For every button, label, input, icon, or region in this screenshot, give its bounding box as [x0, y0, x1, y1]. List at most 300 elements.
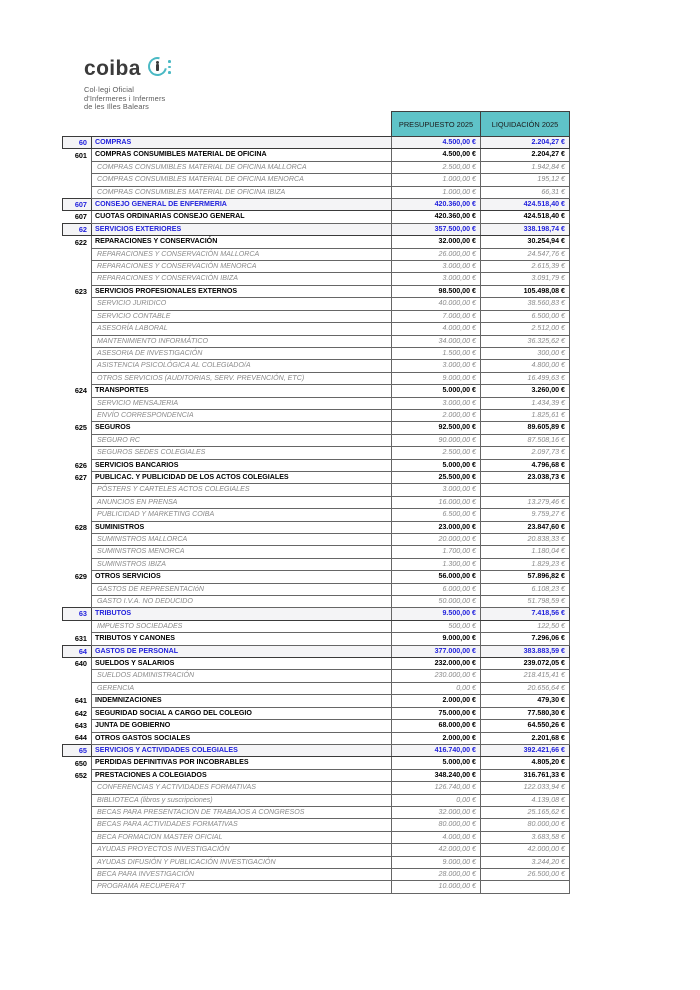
row-presupuesto-value: 6.000,00 €	[392, 583, 481, 595]
column-header-liquidacion: LIQUIDACIÓN 2025	[481, 112, 570, 137]
row-presupuesto-value: 34.000,00 €	[392, 335, 481, 347]
row-account-code	[63, 856, 92, 868]
row-presupuesto-value: 416.740,00 €	[392, 744, 481, 756]
table-body	[63, 137, 570, 894]
row-liquidacion-value: 7.296,06 €	[481, 633, 570, 645]
row-description: SERVICIO CONTABLE	[92, 310, 392, 322]
row-description: TRANSPORTES	[92, 385, 392, 397]
table-row	[63, 819, 570, 831]
row-account-code	[63, 360, 92, 372]
row-liquidacion-value: 23.847,60 €	[481, 521, 570, 533]
row-account-code: 642	[74, 708, 87, 718]
row-liquidacion-value: 195,12 €	[481, 174, 570, 186]
row-presupuesto-value: 26.000,00 €	[392, 248, 481, 260]
row-liquidacion-value: 9.759,27 €	[481, 509, 570, 521]
row-description: IMPUESTO SOCIEDADES	[92, 620, 392, 632]
row-liquidacion-value: 4.139,08 €	[481, 794, 570, 806]
row-description: SEGURIDAD SOCIAL A CARGO DEL COLEGIO	[92, 707, 392, 719]
row-presupuesto-value: 1.300,00 €	[392, 558, 481, 570]
row-description: SERVICIOS Y ACTIVIDADES COLEGIALES	[92, 744, 392, 756]
row-liquidacion-value: 2.204,27 €	[481, 137, 570, 149]
table-row	[63, 261, 570, 273]
row-account-code	[63, 447, 92, 459]
row-presupuesto-value: 90.000,00 €	[392, 434, 481, 446]
row-liquidacion-value: 1.942,84 €	[481, 161, 570, 173]
table-row	[63, 707, 570, 719]
budget-liquidation-table	[62, 111, 570, 894]
row-presupuesto-value: 3.000,00 €	[392, 261, 481, 273]
row-description: GASTOS DE REPRESENTACIóN	[92, 583, 392, 595]
table-row	[63, 757, 570, 769]
row-presupuesto-value: 2.500,00 €	[392, 447, 481, 459]
table-row	[63, 658, 570, 670]
row-liquidacion-value: 24.547,76 €	[481, 248, 570, 260]
table-row	[63, 620, 570, 632]
row-account-code	[63, 806, 92, 818]
row-description: TRIBUTOS	[92, 608, 392, 620]
row-account-code	[63, 434, 92, 446]
row-description: OTROS SERVICIOS (AUDITORIAS, SERV. PREVENCIÓN, ETC)	[92, 372, 392, 384]
row-liquidacion-value: 316.761,33 €	[481, 769, 570, 781]
row-description: PUBLICIDAD Y MARKETING COIBA	[92, 509, 392, 521]
row-liquidacion-value: 80.000,00 €	[481, 819, 570, 831]
table-row	[63, 596, 570, 608]
row-account-code	[63, 682, 92, 694]
logo-row	[84, 57, 171, 80]
row-liquidacion-value: 30.254,94 €	[481, 236, 570, 248]
row-presupuesto-value: 230.000,00 €	[392, 670, 481, 682]
table-header	[63, 112, 570, 137]
row-account-code: 63	[63, 608, 92, 620]
row-account-code	[63, 186, 92, 198]
row-presupuesto-value: 6.500,00 €	[392, 509, 481, 521]
row-liquidacion-value: 7.418,56 €	[481, 608, 570, 620]
row-presupuesto-value: 75.000,00 €	[392, 707, 481, 719]
row-description: COMPRAS CONSUMIBLES MATERIAL DE OFICINA	[92, 149, 392, 161]
row-account-code: 626	[74, 460, 87, 470]
row-liquidacion-value: 3.260,00 €	[481, 385, 570, 397]
row-liquidacion-value: 51.798,59 €	[481, 596, 570, 608]
table-row	[63, 608, 570, 620]
table-row	[63, 583, 570, 595]
table-row	[63, 695, 570, 707]
row-liquidacion-value: 383.883,59 €	[481, 645, 570, 657]
row-liquidacion-value: 38.560,83 €	[481, 298, 570, 310]
row-description: SEGUROS SEDES COLEGIALES	[92, 447, 392, 459]
row-description: PÓSTERS Y CARTELES ACTOS COLEGIALES	[92, 484, 392, 496]
header-desc-blank	[92, 112, 392, 137]
row-presupuesto-value: 16.000,00 €	[392, 496, 481, 508]
table-row	[63, 347, 570, 359]
row-description: ANUNCIOS EN PRENSA	[92, 496, 392, 508]
coiba-logo	[84, 57, 171, 112]
row-liquidacion-value: 1.434,39 €	[481, 397, 570, 409]
table-row	[63, 397, 570, 409]
row-description: COMPRAS CONSUMIBLES MATERIAL DE OFICINA IBIZA	[92, 186, 392, 198]
row-presupuesto-value: 92.500,00 €	[392, 422, 481, 434]
row-description: GASTOS DE PERSONAL	[92, 645, 392, 657]
row-presupuesto-value: 3.000,00 €	[392, 273, 481, 285]
row-presupuesto-value: 4.000,00 €	[392, 831, 481, 843]
row-liquidacion-value: 57.896,82 €	[481, 571, 570, 583]
row-presupuesto-value: 7.000,00 €	[392, 310, 481, 322]
row-presupuesto-value: 1.700,00 €	[392, 546, 481, 558]
row-presupuesto-value: 32.000,00 €	[392, 806, 481, 818]
table-row	[63, 868, 570, 880]
row-liquidacion-value: 87.508,16 €	[481, 434, 570, 446]
row-account-code	[63, 620, 92, 632]
table-row	[63, 633, 570, 645]
row-description: REPARACIONES Y CONSERVACIÓN IBIZA	[92, 273, 392, 285]
table-row	[63, 645, 570, 657]
row-liquidacion-value: 2.615,39 €	[481, 261, 570, 273]
row-description: AYUDAS PROYECTOS INVESTIGACIÓN	[92, 844, 392, 856]
row-account-code: 641	[74, 696, 87, 706]
row-liquidacion-value: 6.500,00 €	[481, 310, 570, 322]
row-description: OTROS GASTOS SOCIALES	[92, 732, 392, 744]
row-account-code	[63, 248, 92, 260]
row-liquidacion-value: 424.518,40 €	[481, 199, 570, 211]
row-account-code: 650	[74, 758, 87, 768]
row-account-code	[63, 583, 92, 595]
table-row	[63, 137, 570, 149]
row-presupuesto-value: 1.000,00 €	[392, 174, 481, 186]
logo-subtitle-line-1: Col·legi Oficial	[84, 85, 135, 94]
row-account-code: 65	[63, 744, 92, 756]
table-row	[63, 161, 570, 173]
row-account-code: 62	[63, 223, 92, 235]
row-description: SUELDOS ADMINISTRACIÓN	[92, 670, 392, 682]
row-account-code: 623	[74, 286, 87, 296]
row-description: OTROS SERVICIOS	[92, 571, 392, 583]
row-presupuesto-value: 9.000,00 €	[392, 856, 481, 868]
row-liquidacion-value: 2.201,68 €	[481, 732, 570, 744]
row-liquidacion-value: 239.072,05 €	[481, 658, 570, 670]
row-liquidacion-value: 122.033,94 €	[481, 782, 570, 794]
row-liquidacion-value: 20.656,64 €	[481, 682, 570, 694]
row-description: SUMINISTROS MENORCA	[92, 546, 392, 558]
row-description: SERVICIOS PROFESIONALES EXTERNOS	[92, 285, 392, 297]
row-presupuesto-value: 50.000,00 €	[392, 596, 481, 608]
row-liquidacion-value: 13.279,46 €	[481, 496, 570, 508]
row-account-code	[63, 335, 92, 347]
row-presupuesto-value: 3.000,00 €	[392, 360, 481, 372]
row-presupuesto-value: 20.000,00 €	[392, 534, 481, 546]
table-row	[63, 273, 570, 285]
row-account-code: 622	[74, 237, 87, 247]
table-row	[63, 782, 570, 794]
row-account-code	[63, 558, 92, 570]
row-description: BECAS PARA PRESENTACION DE TRABAJOS A CONGRESOS	[92, 806, 392, 818]
table-row	[63, 211, 570, 223]
table-row	[63, 509, 570, 521]
row-description: BECAS PARA ACTIVIDADES FORMATIVAS	[92, 819, 392, 831]
row-account-code	[63, 534, 92, 546]
logo-subtitle-line-2: d'Infermeres i Infermers	[84, 93, 166, 103]
row-description: SUMINISTROS	[92, 521, 392, 533]
row-description: REPARACIONES Y CONSERVACIÓN MENORCA	[92, 261, 392, 273]
row-liquidacion-value: 42.000,00 €	[481, 844, 570, 856]
row-presupuesto-value: 32.000,00 €	[392, 236, 481, 248]
row-account-code: 627	[74, 472, 87, 482]
row-account-code: 628	[74, 522, 87, 532]
row-presupuesto-value: 98.500,00 €	[392, 285, 481, 297]
row-description: CONFERENCIAS Y ACTIVIDADES FORMATIVAS	[92, 782, 392, 794]
row-liquidacion-value: 3.683,58 €	[481, 831, 570, 843]
row-description: REPARACIONES Y CONSERVACIÓN	[92, 236, 392, 248]
row-presupuesto-value: 232.000,00 €	[392, 658, 481, 670]
table-row	[63, 471, 570, 483]
row-presupuesto-value: 0,00 €	[392, 682, 481, 694]
table-row	[63, 285, 570, 297]
row-presupuesto-value: 5.000,00 €	[392, 385, 481, 397]
row-account-code: 652	[74, 770, 87, 780]
row-account-code	[63, 174, 92, 186]
row-liquidacion-value: 479,30 €	[481, 695, 570, 707]
row-liquidacion-value: 4.800,00 €	[481, 360, 570, 372]
row-presupuesto-value: 420.360,00 €	[392, 199, 481, 211]
row-liquidacion-value: 218.415,41 €	[481, 670, 570, 682]
table-row	[63, 769, 570, 781]
row-account-code	[63, 484, 92, 496]
table-row	[63, 682, 570, 694]
row-presupuesto-value: 4.500,00 €	[392, 137, 481, 149]
row-liquidacion-value: 105.498,08 €	[481, 285, 570, 297]
row-account-code	[63, 298, 92, 310]
table-row	[63, 236, 570, 248]
row-liquidacion-value: 122,50 €	[481, 620, 570, 632]
row-liquidacion-value: 66,31 €	[481, 186, 570, 198]
row-presupuesto-value: 2.000,00 €	[392, 409, 481, 421]
row-liquidacion-value: 6.108,23 €	[481, 583, 570, 595]
row-description: PERDIDAS DEFINITIVAS POR INCOBRABLES	[92, 757, 392, 769]
row-liquidacion-value	[481, 881, 570, 893]
row-description: ENVÍO CORRESPONDENCIA	[92, 409, 392, 421]
logo-wordmark: coiba	[84, 57, 141, 80]
table-row	[63, 831, 570, 843]
row-account-code	[63, 261, 92, 273]
row-description: BECA PARA INVESTIGACIÓN	[92, 868, 392, 880]
row-description: ASESORÍA LABORAL	[92, 323, 392, 335]
row-liquidacion-value: 2.097,73 €	[481, 447, 570, 459]
row-presupuesto-value: 3.000,00 €	[392, 397, 481, 409]
row-description: SEGURO RC	[92, 434, 392, 446]
row-liquidacion-value: 4.796,68 €	[481, 459, 570, 471]
row-liquidacion-value: 1.829,23 €	[481, 558, 570, 570]
row-account-code	[63, 509, 92, 521]
table-row	[63, 174, 570, 186]
row-description: PROGRAMA RECUPERA'T	[92, 881, 392, 893]
row-description: GASTO I.V.A. NO DEDUCIDO	[92, 596, 392, 608]
row-account-code: 631	[74, 634, 87, 643]
row-presupuesto-value: 2.000,00 €	[392, 732, 481, 744]
row-description: SERVICIO MENSAJERIA	[92, 397, 392, 409]
row-liquidacion-value: 1.180,04 €	[481, 546, 570, 558]
row-presupuesto-value: 56.000,00 €	[392, 571, 481, 583]
row-presupuesto-value: 420.360,00 €	[392, 211, 481, 223]
row-liquidacion-value: 36.325,62 €	[481, 335, 570, 347]
table-row	[63, 372, 570, 384]
row-presupuesto-value: 4.500,00 €	[392, 149, 481, 161]
table-row	[63, 199, 570, 211]
table-row	[63, 186, 570, 198]
header-code-blank	[63, 112, 92, 137]
row-presupuesto-value: 2.000,00 €	[392, 695, 481, 707]
row-account-code: 607	[74, 212, 87, 222]
row-description: ASESORIA DE INVESTIGACIÓN	[92, 347, 392, 359]
row-account-code: 625	[74, 423, 87, 433]
header-row	[63, 112, 570, 137]
row-description: AYUDAS DIFUSIÓN Y PUBLICACIÓN INVESTIGACIÓN	[92, 856, 392, 868]
row-description: PUBLICAC. Y PUBLICIDAD DE LOS ACTOS COLEGIALES	[92, 471, 392, 483]
table-row	[63, 385, 570, 397]
row-presupuesto-value: 4.000,00 €	[392, 323, 481, 335]
row-description: MANTENIMIENTO INFORMÁTICO	[92, 335, 392, 347]
row-account-code	[63, 868, 92, 880]
row-liquidacion-value: 338.198,74 €	[481, 223, 570, 235]
table-row	[63, 720, 570, 732]
row-description: SERVICIOS EXTERIORES	[92, 223, 392, 235]
row-description: INDEMNIZACIONES	[92, 695, 392, 707]
row-description: JUNTA DE GOBIERNO	[92, 720, 392, 732]
row-presupuesto-value: 2.500,00 €	[392, 161, 481, 173]
row-presupuesto-value: 5.000,00 €	[392, 757, 481, 769]
row-presupuesto-value: 5.000,00 €	[392, 459, 481, 471]
table-row	[63, 744, 570, 756]
table-row	[63, 794, 570, 806]
table-row	[63, 806, 570, 818]
row-description: SERVICIO JURIDICO	[92, 298, 392, 310]
row-presupuesto-value: 42.000,00 €	[392, 844, 481, 856]
row-account-code: 601	[74, 150, 87, 160]
table-row	[63, 149, 570, 161]
row-liquidacion-value	[481, 484, 570, 496]
row-description: SUELDOS Y SALARIOS	[92, 658, 392, 670]
row-liquidacion-value: 4.805,20 €	[481, 757, 570, 769]
row-liquidacion-value: 1.825,61 €	[481, 409, 570, 421]
row-presupuesto-value: 68.000,00 €	[392, 720, 481, 732]
row-description: SUMINISTROS IBIZA	[92, 558, 392, 570]
row-liquidacion-value: 64.550,26 €	[481, 720, 570, 732]
logo-subtitle-line-3: de les Illes Balears	[84, 102, 150, 112]
row-liquidacion-value: 2.512,00 €	[481, 323, 570, 335]
row-description: COMPRAS CONSUMIBLES MATERIAL DE OFICINA MALLORCA	[92, 161, 392, 173]
row-account-code	[63, 161, 92, 173]
row-account-code	[63, 881, 92, 893]
row-description: BIBLIOTECA (libros y suscripciones)	[92, 794, 392, 806]
row-account-code	[63, 372, 92, 384]
coiba-i-circle-icon	[148, 57, 171, 80]
row-liquidacion-value: 3.244,20 €	[481, 856, 570, 868]
row-presupuesto-value: 25.500,00 €	[392, 471, 481, 483]
row-description: CUOTAS ORDINARIAS CONSEJO GENERAL	[92, 211, 392, 223]
row-presupuesto-value: 80.000,00 €	[392, 819, 481, 831]
row-presupuesto-value: 500,00 €	[392, 620, 481, 632]
table-row	[63, 409, 570, 421]
table-row	[63, 298, 570, 310]
row-description: GERENCIA	[92, 682, 392, 694]
row-account-code	[63, 782, 92, 794]
row-account-code: 643	[74, 721, 87, 731]
row-liquidacion-value: 20.838,33 €	[481, 534, 570, 546]
table-row	[63, 434, 570, 446]
row-presupuesto-value: 1.000,00 €	[392, 186, 481, 198]
row-liquidacion-value: 3.091,79 €	[481, 273, 570, 285]
row-presupuesto-value: 28.000,00 €	[392, 868, 481, 880]
row-presupuesto-value: 377.000,00 €	[392, 645, 481, 657]
row-description: CONSEJO GENERAL DE ENFERMERIA	[92, 199, 392, 211]
row-description: COMPRAS	[92, 137, 392, 149]
row-description: PRESTACIONES A COLEGIADOS	[92, 769, 392, 781]
table-row	[63, 484, 570, 496]
column-header-presupuesto: PRESUPUESTO 2025	[392, 112, 481, 137]
row-account-code	[63, 831, 92, 843]
table-row	[63, 558, 570, 570]
table-row	[63, 323, 570, 335]
row-account-code	[63, 323, 92, 335]
row-account-code: 629	[74, 572, 87, 582]
table-row	[63, 732, 570, 744]
row-liquidacion-value: 89.605,89 €	[481, 422, 570, 434]
row-presupuesto-value: 40.000,00 €	[392, 298, 481, 310]
row-account-code	[63, 310, 92, 322]
row-liquidacion-value: 77.580,30 €	[481, 707, 570, 719]
row-liquidacion-value: 300,00 €	[481, 347, 570, 359]
table-row	[63, 856, 570, 868]
table-row	[63, 546, 570, 558]
row-account-code: 624	[74, 386, 87, 396]
row-presupuesto-value: 348.240,00 €	[392, 769, 481, 781]
table-row	[63, 881, 570, 893]
table-row	[63, 360, 570, 372]
row-presupuesto-value: 0,00 €	[392, 794, 481, 806]
row-account-code	[63, 819, 92, 831]
row-account-code	[63, 347, 92, 359]
table-row	[63, 571, 570, 583]
table-row	[63, 335, 570, 347]
table-row	[63, 496, 570, 508]
row-liquidacion-value: 23.038,73 €	[481, 471, 570, 483]
row-account-code	[63, 670, 92, 682]
table-row	[63, 534, 570, 546]
table-row	[63, 248, 570, 260]
row-account-code	[63, 596, 92, 608]
row-presupuesto-value: 357.500,00 €	[392, 223, 481, 235]
table-row	[63, 223, 570, 235]
row-account-code: 644	[74, 733, 87, 743]
table-row	[63, 844, 570, 856]
row-description: SERVICIOS BANCARIOS	[92, 459, 392, 471]
row-account-code: 607	[63, 199, 92, 211]
row-account-code: 64	[63, 645, 92, 657]
row-description: SUMINISTROS MALLORCA	[92, 534, 392, 546]
row-account-code	[63, 409, 92, 421]
row-presupuesto-value: 9.500,00 €	[392, 608, 481, 620]
table-row	[63, 422, 570, 434]
row-liquidacion-value: 392.421,66 €	[481, 744, 570, 756]
row-account-code: 640	[74, 659, 87, 669]
row-account-code	[63, 496, 92, 508]
row-presupuesto-value: 9.000,00 €	[392, 633, 481, 645]
row-description: SEGUROS	[92, 422, 392, 434]
row-presupuesto-value: 23.000,00 €	[392, 521, 481, 533]
row-liquidacion-value: 2.204,27 €	[481, 149, 570, 161]
table-row	[63, 459, 570, 471]
row-account-code	[63, 794, 92, 806]
row-presupuesto-value: 3.000,00 €	[392, 484, 481, 496]
row-account-code	[63, 397, 92, 409]
row-liquidacion-value: 25.165,62 €	[481, 806, 570, 818]
